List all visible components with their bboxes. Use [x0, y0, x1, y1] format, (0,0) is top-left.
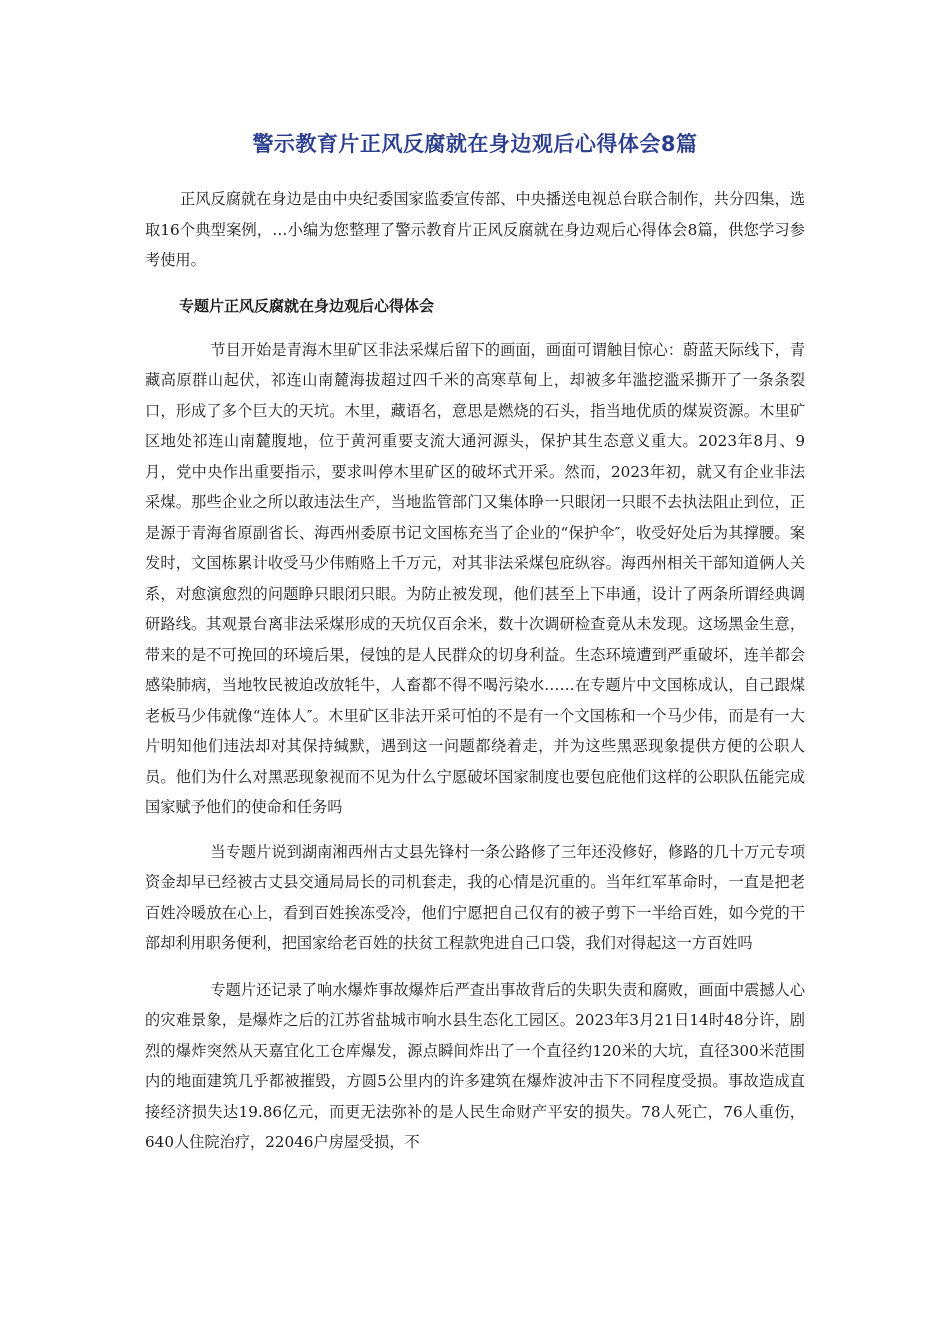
- spacer: [145, 823, 805, 837]
- body-paragraph-3: 专题片还记录了响水爆炸事故爆炸后严查出事故背后的失职失责和腐败，画面中震撼人心的灾难景象，是爆炸之后的江苏省盐城市响水县生态化工园区。2023年3月21日14时48分许，剧烈的爆炸突然从天嘉宜化工仓库爆发，源点瞬间炸出了一个直径约120米的大坑，直径300米范围内的地面建筑几乎都被摧毁，方圆5公里内的许多建筑在爆炸波冲击下不同程度受损。事故造成直接经济损失达19.86亿元，而更无法弥补的是人民生命财产平安的损失。78人死亡，76人重伤，640人住院治疗，22046户房屋受损，不: [145, 980, 805, 1151]
- spacer: [145, 321, 805, 335]
- body-paragraph-2: 当专题片说到湖南湘西州古丈县先锋村一条公路修了三年还没修好，修路的几十万元专项资金却早已经被古丈县交通局局长的司机套走，我的心情是沉重的。当年红军革命时，一直是把老百姓冷暖放在心上，看到百姓挨冻受冷，他们宁愿把自己仅有的被子剪下一半给百姓，如今党的干部却利用职务便利，把国家给老百姓的扶贫工程款兜进自己口袋，我们对得起这一方百姓吗: [145, 842, 805, 952]
- spacer: [145, 276, 805, 291]
- spacer: [145, 959, 805, 975]
- intro-paragraph: 正风反腐就在身边是由中央纪委国家监委宣传部、中央播送电视总台联合制作，共分四集，选取16个典型案例，…小编为您整理了警示教育片正风反腐就在身边观后心得体会8篇，供您学习参考使用。: [145, 190, 805, 269]
- document-title: 警示教育片正风反腐就在身边观后心得体会8篇: [252, 132, 698, 156]
- section-heading: 专题片正风反腐就在身边观后心得体会: [179, 296, 435, 315]
- document-page: [145, 128, 805, 1158]
- body-paragraph-1: 节目开始是青海木里矿区非法采煤后留下的画面，画面可谓触目惊心：蔚蓝天际线下，青藏高原群山起伏，祁连山南麓海拔超过四千米的高寒草甸上，却被多年滥挖滥采撕开了一条条裂口，形成了多个巨大的天坑。木里，藏语名，意思是燃烧的石头，指当地优质的煤炭资源。木里矿区地处祁连山南麓腹地，位于黄河重要支流大通河源头，保护其生态意义重大。2023年8月、9月，党中央作出重要指示，要求叫停木里矿区的破坏式开采。然而，2023年初，就又有企业非法采煤。那些企业之所以敢违法生产，当地监管部门又集体睁一只眼闭一只眼不去执法阻止到位，正是源于青海省原副省长、海西州委原书记文国栋充当了企业的“保护伞″，收受好处后为其撑腰。案发时，文国栋累计收受马少伟贿赂上千万元，对其非法采煤包庇纵容。海西州相关干部知道俩人关系，对愈演愈烈的问题睁只眼闭只眼。为防止被发现，他们甚至上下串通，设计了两条所谓经典调研路线。其观景台离非法采煤形成的天坑仅百余米，数十次调研检查竟从未发现。这场黑金生意，带来的是不可挽回的环境后果，侵蚀的是人民群众的切身利益。生态环境遭到严重破坏，连羊都会感染肺病，当地牧民被迫改放牦牛，人畜都不得不喝污染水……在专题片中文国栋成认，自己跟煤老板马少伟就像“连体人″。木里矿区非法开采可怕的不是有一个文国栋和一个马少伟，而是有一大片明知他们违法却对其保持缄默，遇到这一问题都绕着走，并为这些黑恶现象提供方便的公职人员。他们为什么对黑恶现象视而不见为什么宁愿破坏国家制度也要包庇他们这样的公职队伍能完成国家赋予他们的使命和任务吗: [145, 340, 805, 816]
